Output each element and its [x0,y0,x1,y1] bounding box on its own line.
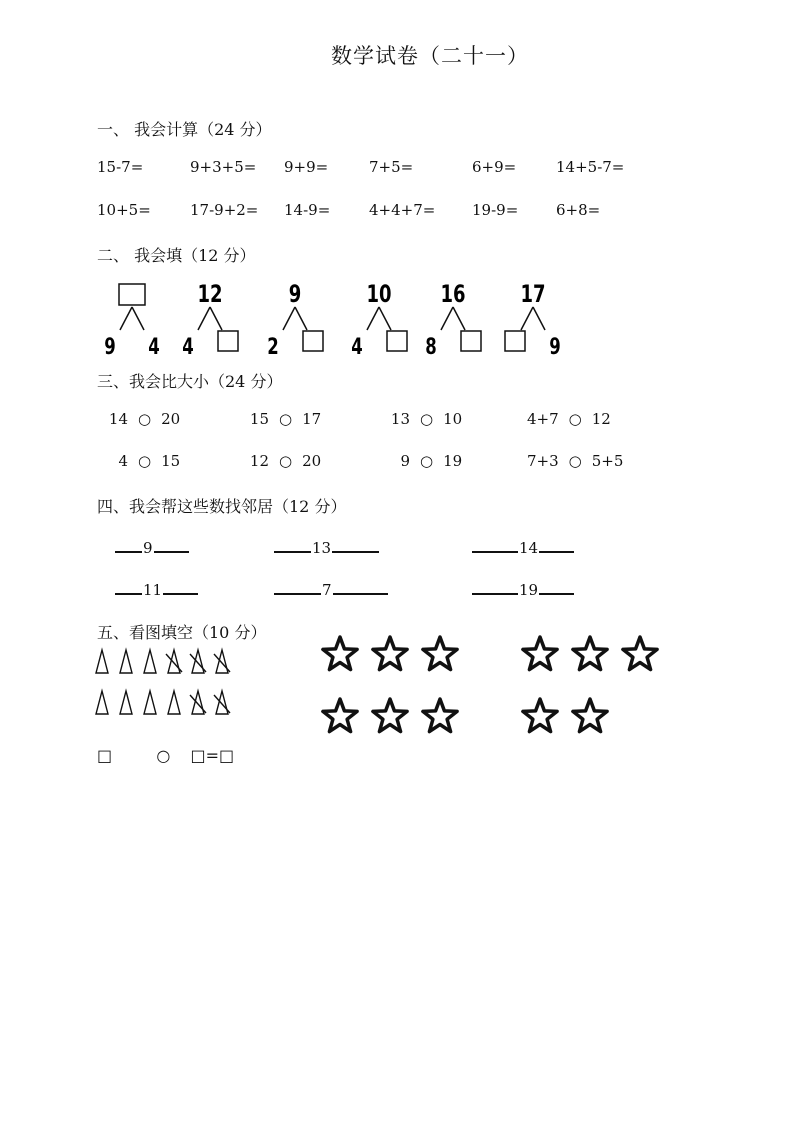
calc-item: 6+9= [472,158,517,176]
bond-branch [283,307,295,330]
bond-top-number: 12 [197,280,223,309]
bond-branch [453,307,465,330]
section-3-heading: 三、我会比大小（24 分） [97,372,283,391]
picture-equation [97,746,234,765]
compare-left: 7+3 [527,452,559,470]
neighbor-number: 9 [143,539,153,557]
answer-blank[interactable] [472,537,518,553]
compare-left: 4 [118,452,128,470]
neighbor-number: 11 [143,581,163,599]
number-bond [267,281,323,360]
answer-box[interactable] [461,331,481,351]
calc-item: 9+3+5= [190,158,257,176]
neighbor-item [115,537,189,557]
calc-item: 14-9= [284,201,331,219]
answer-blank[interactable] [274,579,321,595]
compare-circle[interactable]: ○ [420,410,434,428]
calc-item: 6+8= [556,201,601,219]
star [323,637,357,670]
calc-item: 17-9+2= [190,201,259,219]
triangle [120,650,132,673]
answer-blank[interactable] [115,579,142,595]
neighbor-item [274,579,388,599]
bond-branch [132,307,144,330]
calc-item: 15-7= [97,158,144,176]
compare-circle[interactable]: ○ [138,452,152,470]
bond-left-number: 9 [104,333,116,360]
compare-item [104,410,180,428]
triangle [192,650,204,673]
bond-top-number: 17 [520,280,546,309]
star-picture [315,630,675,740]
compare-right: 5+5 [591,452,624,470]
bond-branch [533,307,545,330]
answer-blank[interactable] [539,537,574,553]
triangle [144,650,156,673]
neighbor-item [115,579,198,599]
compare-circle[interactable]: ○ [568,452,582,470]
compare-right: 20 [161,410,181,428]
triangle [192,691,204,714]
bond-branch [120,307,132,330]
compare-item [245,452,321,470]
compare-right: 17 [302,410,322,428]
bond-right-number: 4 [148,333,160,360]
answer-blank[interactable] [163,579,198,595]
compare-left: 9 [400,452,410,470]
bond-left-number: 8 [425,333,437,360]
bond-top-number: 16 [440,280,466,309]
calc-item: 9+9= [284,158,329,176]
answer-blank[interactable] [333,579,388,595]
compare-item [527,410,611,428]
section-5-heading: 五、看图填空（10 分） [97,623,267,642]
bond-branch [379,307,391,330]
triangle [120,691,132,714]
compare-item [104,452,180,470]
neighbor-number: 19 [519,581,539,599]
compare-left: 14 [108,410,128,428]
neighbor-item [274,537,379,557]
star [573,637,607,670]
compare-item [527,452,623,470]
star [523,637,557,670]
triangle [144,691,156,714]
bond-branch [295,307,307,330]
triangle [96,650,108,673]
compare-circle[interactable]: ○ [138,410,152,428]
calc-item: 14+5-7= [556,158,625,176]
bond-branch [210,307,222,330]
bond-branch [441,307,453,330]
compare-right: 12 [591,410,611,428]
star [373,637,407,670]
answer-box[interactable]: □ [219,746,235,765]
star [623,637,657,670]
compare-left: 12 [249,452,269,470]
neighbor-number: 7 [322,581,332,599]
star [373,699,407,732]
bond-left-number: 4 [351,333,363,360]
star [523,699,557,732]
answer-blank[interactable] [539,579,574,595]
triangle [96,691,108,714]
triangle [216,691,228,714]
compare-item [386,452,462,470]
bond-right-number: 9 [549,333,561,360]
compare-circle[interactable]: ○ [568,410,582,428]
page-title: 数学试卷（二十一） [331,44,529,68]
calc-item: 7+5= [369,158,414,176]
compare-left: 13 [390,410,410,428]
section-1-heading: 一、 我会计算（24 分） [97,120,272,139]
number-bond [104,284,159,360]
star [423,699,457,732]
equals-sign: = [205,746,219,765]
bond-top-number: 10 [366,280,392,309]
answer-blank[interactable] [472,579,518,595]
star [323,699,357,732]
bond-branch [367,307,379,330]
answer-blank[interactable] [274,537,311,553]
number-bond [505,281,561,360]
section-2-heading: 二、 我会填（12 分） [97,246,256,265]
compare-right: 19 [443,452,463,470]
answer-box[interactable]: □ [97,746,113,765]
calc-item: 10+5= [97,201,151,219]
compare-right: 15 [161,452,181,470]
star [573,699,607,732]
compare-left: 15 [249,410,269,428]
answer-box[interactable] [387,331,407,351]
calc-item: 4+4+7= [369,201,436,219]
neighbor-item [472,537,574,557]
number-bond [425,281,481,360]
compare-left: 4+7 [527,410,559,428]
answer-box[interactable] [218,331,238,351]
bond-top-number: 9 [288,280,302,309]
number-bond-trees [90,272,590,364]
neighbor-number: 14 [519,539,539,557]
compare-circle[interactable]: ○ [420,452,434,470]
answer-blank[interactable] [115,537,142,553]
number-bond [182,281,238,360]
number-bond [351,281,407,360]
triangle [168,650,180,673]
compare-right: 20 [302,452,322,470]
compare-item [386,410,462,428]
answer-box[interactable] [303,331,323,351]
compare-right: 10 [443,410,463,428]
calc-item: 19-9= [472,201,519,219]
compare-circle[interactable]: ○ [279,410,293,428]
answer-blank[interactable] [154,537,189,553]
answer-box[interactable] [119,284,145,305]
section-4-heading: 四、我会帮这些数找邻居（12 分） [97,497,347,516]
answer-box[interactable]: □ [190,746,206,765]
triangle [168,691,180,714]
answer-box[interactable] [505,331,525,351]
triangle-picture [90,646,250,721]
answer-blank[interactable] [332,537,379,553]
neighbor-number: 13 [312,539,332,557]
star [423,637,457,670]
triangle [216,650,228,673]
bond-left-number: 2 [267,333,279,360]
compare-circle[interactable]: ○ [279,452,293,470]
neighbor-item [472,579,574,599]
bond-branch [198,307,210,330]
answer-circle[interactable]: ○ [156,746,171,765]
bond-branch [521,307,533,330]
compare-item [245,410,321,428]
bond-left-number: 4 [182,333,194,360]
